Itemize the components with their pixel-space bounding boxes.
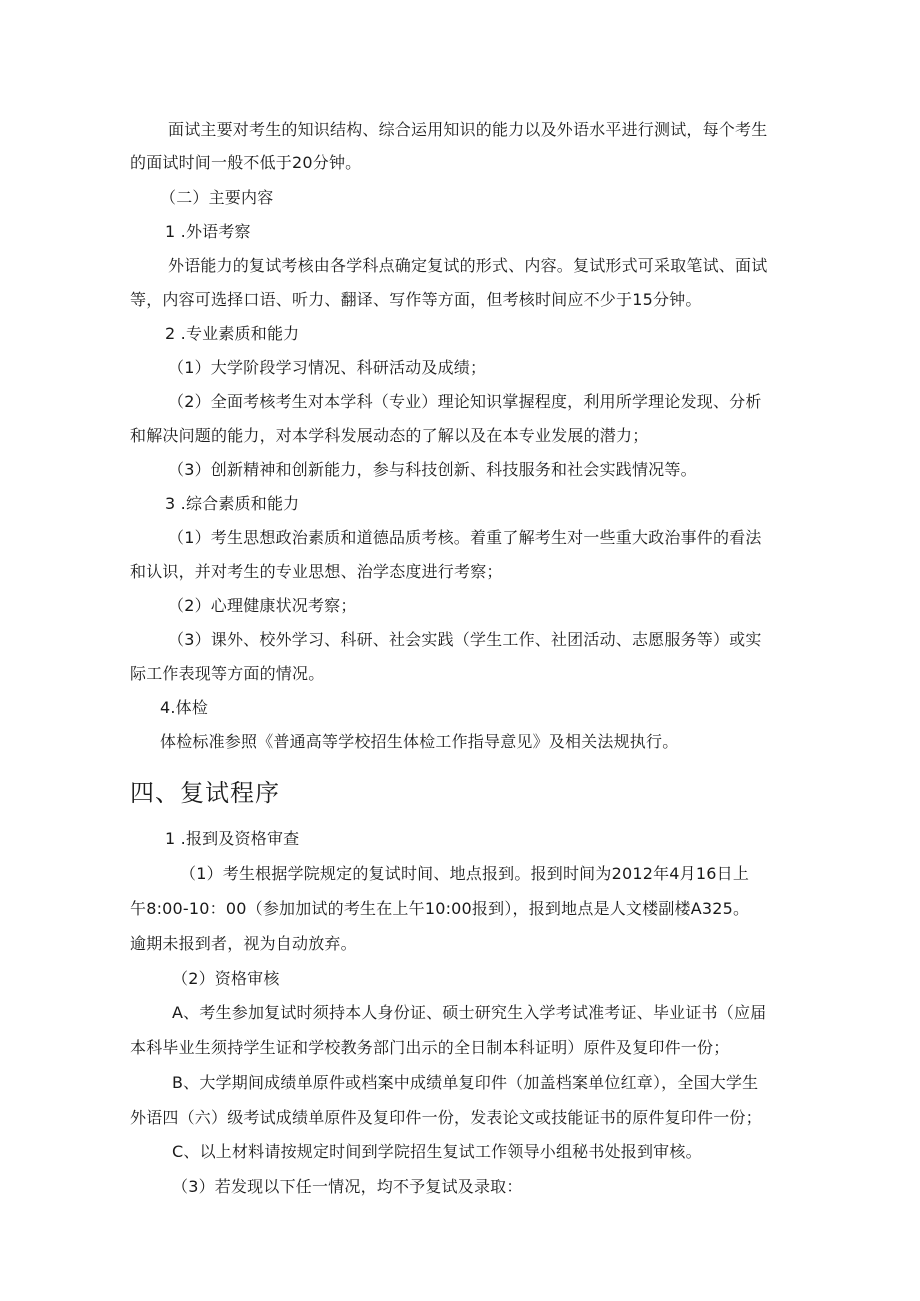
paragraph-line: 的面试时间一般不低于20分钟。	[130, 153, 362, 172]
item-title: 3 .综合素质和能力	[165, 494, 300, 513]
paragraph-line: 逾期未报到者，视为自动放弃。	[130, 934, 357, 953]
list-item: （3）若发现以下任一情况，均不予复试及录取：	[172, 1177, 523, 1196]
paragraph-line: 面试主要对考生的知识结构、综合运用知识的能力以及外语水平进行测试，每个考生	[168, 120, 768, 139]
list-item: （3）创新精神和创新能力，参与科技创新、科技服务和社会实践情况等。	[168, 460, 697, 479]
item-title: 1 .外语考察	[165, 222, 251, 241]
list-item: （2）心理健康状况考察；	[168, 596, 357, 615]
list-item: （1）考生根据学院规定的复试时间、地点报到。报到时间为2012年4月16日上	[180, 864, 750, 883]
paragraph-line: 午8:00-10：00（参加加试的考生在上午10:00报到），报到地点是人文楼副楼A325。	[130, 899, 750, 918]
paragraph-line: 际工作表现等方面的情况。	[130, 664, 325, 683]
paragraph-line: 体检标准参照《普通高等学校招生体检工作指导意见》及相关法规执行。	[160, 732, 679, 751]
item-title: 2 .专业素质和能力	[165, 324, 300, 343]
paragraph-line: 等，内容可选择口语、听力、翻译、写作等方面，但考核时间应不少于15分钟。	[130, 290, 702, 309]
list-item: B、大学期间成绩单原件或档案中成绩单复印件（加盖档案单位红章），全国大学生	[172, 1073, 759, 1092]
paragraph-line: 和解决问题的能力，对本学科发展动态的了解以及在本专业发展的潜力；	[130, 426, 649, 445]
list-item: （2）全面考核考生对本学科（专业）理论知识掌握程度，利用所学理论发现、分析	[168, 392, 762, 411]
paragraph-line: 外语四（六）级考试成绩单原件及复印件一份，发表论文或技能证书的原件复印件一份；	[130, 1108, 762, 1127]
paragraph-line: 和认识，并对考生的专业思想、治学态度进行考察；	[130, 562, 503, 581]
item-title: 1 .报到及资格审查	[165, 829, 300, 848]
list-item: C、以上材料请按规定时间到学院招生复试工作领导小组秘书处报到审核。	[172, 1142, 702, 1161]
list-item: （1）考生思想政治素质和道德品质考核。着重了解考生对一些重大政治事件的看法	[168, 528, 762, 547]
list-item: （1）大学阶段学习情况、科研活动及成绩；	[168, 358, 487, 377]
section-heading: 四、复试程序	[130, 779, 280, 807]
list-item: （3）课外、校外学习、科研、社会实践（学生工作、社团活动、志愿服务等）或实	[168, 630, 762, 649]
item-title: 4.体检	[160, 698, 209, 717]
subsection-title: （二）主要内容	[160, 188, 274, 207]
list-item: （2）资格审核	[172, 969, 280, 988]
paragraph-line: 本科毕业生须持学生证和学校教务部门出示的全日制本科证明）原件及复印件一份；	[130, 1038, 730, 1057]
paragraph-line: 外语能力的复试考核由各学科点确定复试的形式、内容。复试形式可采取笔试、面试	[168, 256, 768, 275]
list-item: A、考生参加复试时须持本人身份证、硕士研究生入学考试准考证、毕业证书（应届	[172, 1003, 767, 1022]
